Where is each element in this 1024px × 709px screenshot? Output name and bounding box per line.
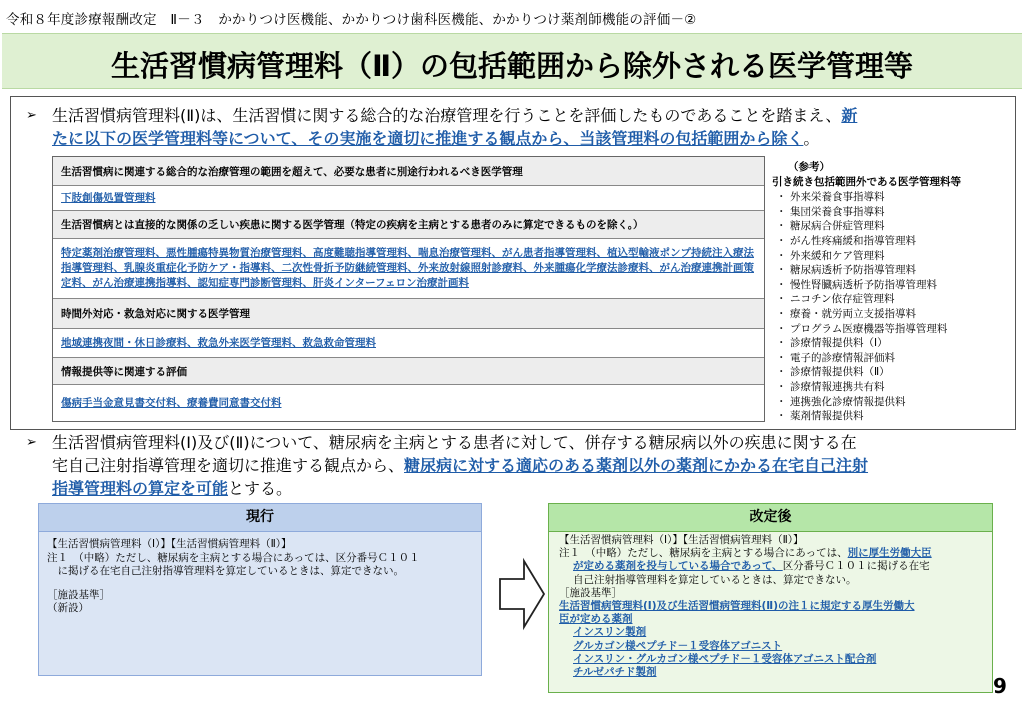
revised-line: 注１ （中略）ただし、糖尿病を主病とする場合にあっては、 <box>559 547 848 560</box>
reference-heading: （参考） <box>788 161 830 173</box>
bullet-arrow-icon: ➢ <box>26 108 37 123</box>
list-item: ・ 療養・就労両立支援指導料 <box>778 307 1012 322</box>
table-row-category: 情報提供等に関連する評価 <box>53 358 764 385</box>
list-item: ・ 集団栄養食事指導料 <box>778 205 1012 220</box>
reference-subheading: 引き続き包括範囲外である医学管理料等 <box>772 175 961 188</box>
list-item: ・ プログラム医療機器等指導管理料 <box>778 322 1012 337</box>
list-item: ・ がん性疼痛緩和指導管理料 <box>778 234 1012 249</box>
list-item: ・ 診療情報提供料（Ⅱ） <box>778 365 1012 380</box>
revised-highlight: 臣が定める薬剤 <box>559 613 633 626</box>
bullet-2-line-2: 宅自己注射指導管理を適切に推進する観点から、 <box>52 456 405 475</box>
drug-list-item: インスリン・グルカゴン様ペプチド－１受容体アゴニスト配合剤 <box>573 652 877 665</box>
revised-heading: 改定後 <box>549 504 992 532</box>
drug-list-item: インスリン製剤 <box>573 626 647 639</box>
bullet-1-end: 。 <box>803 129 820 148</box>
table-row-item[interactable]: 地域連携夜間・休日診療料、救急外来医学管理料、救急救命管理料 <box>53 329 764 358</box>
list-item: ・ 電子的診療情報評価料 <box>778 351 1012 366</box>
list-item: ・ ニコチン依存症管理料 <box>778 292 1012 307</box>
list-item: ・ 糖尿病合併症管理料 <box>778 219 1012 234</box>
table-row-category: 時間外対応・救急対応に関する医学管理 <box>53 299 764 329</box>
revised-line: 【生活習慣病管理料（Ⅰ）】【生活習慣病管理料（Ⅱ）】 <box>559 534 804 546</box>
bullet-1-highlight: たに以下の医学管理料等について、その実施を適切に推進する観点から、当該管理料の包括範囲から除く <box>52 129 804 148</box>
current-line: 【生活習慣病管理料（Ⅰ）】【生活習慣病管理料（Ⅱ）】 <box>47 538 292 550</box>
bullet-1-highlight-start: 新 <box>841 106 858 125</box>
list-item: ・ 外来緩和ケア管理料 <box>778 249 1012 264</box>
list-item: ・ 慢性腎臓病透析予防指導管理料 <box>778 278 1012 293</box>
current-line: に掲げる在宅自己注射指導管理料を算定しているときは、算定できない。 <box>47 565 404 577</box>
list-item: ・ 外来栄養食事指導料 <box>778 190 1012 205</box>
bullet-arrow-icon: ➢ <box>26 435 37 450</box>
revised-body <box>559 534 987 679</box>
page-title: 生活習慣病管理料（Ⅱ）の包括範囲から除外される医学管理等 <box>110 49 914 83</box>
current-panel <box>38 503 482 676</box>
revised-highlight: 生活習慣病管理料(Ⅰ)及び生活習慣病管理料(Ⅱ)の注１に規定する厚生労働大 <box>559 600 915 613</box>
revised-highlight: が定める薬剤を投与している場合であって、 <box>573 560 783 573</box>
bullet-2-highlight-end: 指導管理料の算定を可能 <box>52 479 229 498</box>
list-item: ・ 連携強化診療情報提供料 <box>778 395 1012 410</box>
drug-list-item: チルゼパチド製剤 <box>573 666 657 679</box>
current-line: （新設） <box>47 602 89 614</box>
header-breadcrumb: 令和８年度診療報酬改定 Ⅱ－３ かかりつけ医機能、かかりつけ歯科医機能、かかりつけ薬剤師機能の評価－② <box>6 12 697 28</box>
revised-highlight: 別に厚生労働大臣 <box>847 547 932 560</box>
revised-line: 区分番号Ｃ１０１に掲げる在宅 <box>782 560 930 573</box>
page-number: 9 <box>993 674 1007 698</box>
bullet-2-highlight: 糖尿病に対する適応のある薬剤以外の薬剤にかかる在宅自己注射 <box>404 456 869 475</box>
bullet-2-end: とする。 <box>228 479 293 498</box>
table-row-item[interactable]: 下肢創傷処置管理料 <box>53 186 764 211</box>
bullet-1-line-1: 生活習慣病管理料(Ⅱ)は、生活習慣に関する総合的な治療管理を行うことを評価したものであることを踏まえ、 <box>52 106 842 125</box>
revised-line: ［施設基準］ <box>559 586 622 599</box>
table-row-item[interactable]: 特定薬剤治療管理料、悪性腫瘍特異物質治療管理料、高度難聴指導管理料、喘息治療管理料、がん患者指導管理料、植込型輸液ポンプ持続注入療法指導管理料、乳腺炎重症化予防ケア・指導料、二次性骨折予防継続管理料、外来放射線照射診療料、外来腫瘍化学療法診療料、がん治療連携計画策定料、がん治療連携指導料、認知症専門診断管理料、肝炎インターフェロン治療計画料 <box>53 239 764 299</box>
revised-panel <box>548 503 993 693</box>
right-arrow-icon <box>498 557 546 631</box>
table-row-item[interactable]: 傷病手当金意見書交付料、療養費同意書交付料 <box>53 385 764 421</box>
revised-line: 自己注射指導管理料を算定しているときは、算定できない。 <box>573 573 857 586</box>
list-item: ・ 糖尿病透析予防指導管理料 <box>778 263 1012 278</box>
list-item: ・ 診療情報連携共有料 <box>778 380 1012 395</box>
list-item: ・ 薬剤情報提供料 <box>778 409 1012 424</box>
reference-list <box>772 190 1012 424</box>
drug-list-item: グルカゴン様ペプチド－１受容体アゴニスト <box>573 639 783 652</box>
table-row-category: 生活習慣病とは直接的な関係の乏しい疾患に関する医学管理（特定の疾病を主病とする患者のみに算定できるものを除く。） <box>53 211 764 239</box>
bullet-2-line-1: 生活習慣病管理料(Ⅰ)及び(Ⅱ)について、糖尿病を主病とする患者に対して、併存する糖尿病以外の疾患に関する在 <box>52 433 857 452</box>
current-line: ［施設基準］ <box>47 588 110 601</box>
current-body <box>47 538 475 616</box>
reference-box <box>772 160 1012 424</box>
table-row-category: 生活習慣病に関連する総合的な治療管理の範囲を超えて、必要な患者に別途行われるべき医学管理 <box>53 157 764 186</box>
list-item: ・ 診療情報提供料（Ⅰ） <box>778 336 1012 351</box>
excluded-management-table <box>52 156 765 422</box>
current-heading: 現行 <box>39 504 481 532</box>
current-line: 注１ （中略）ただし、糖尿病を主病とする場合にあっては、区分番号Ｃ１０１ <box>47 551 420 564</box>
